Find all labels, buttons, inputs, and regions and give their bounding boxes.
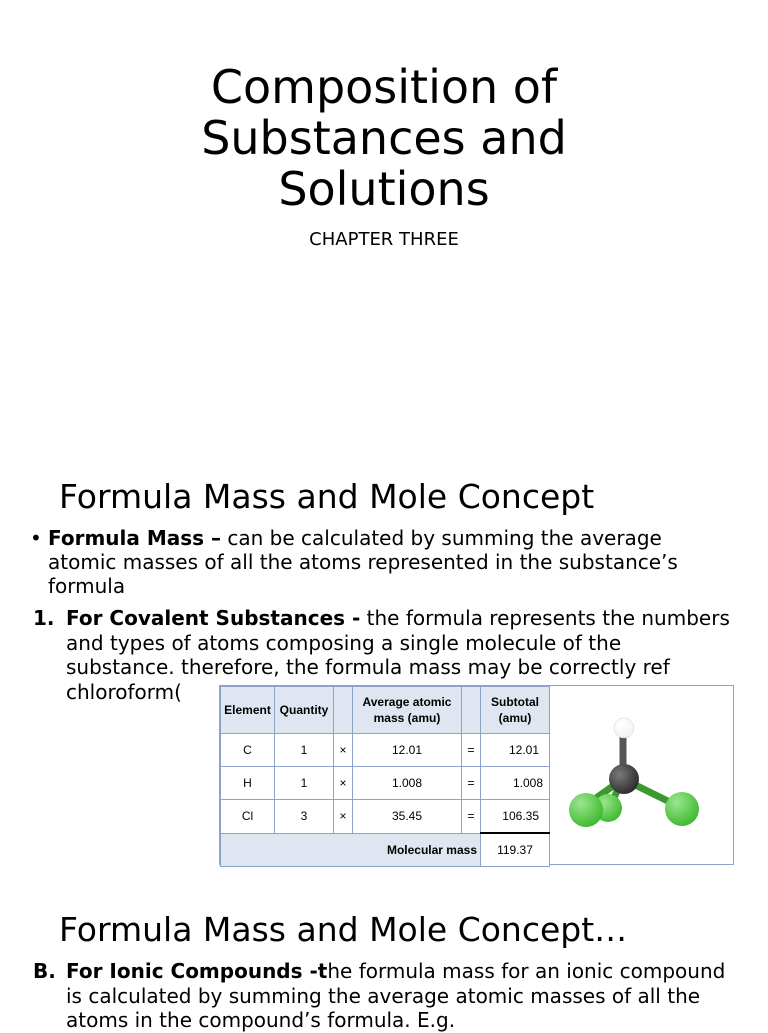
table-cell: 1.008: [481, 767, 550, 800]
table-cell: =: [462, 800, 481, 834]
table-header: Quantity: [275, 687, 334, 734]
table-total-row: [221, 833, 550, 867]
slide-heading: Formula Mass and Mole Concept: [59, 477, 595, 516]
title-line-3: Solutions: [278, 162, 490, 216]
table-row: [221, 767, 550, 800]
list-item-text: [66, 959, 733, 1033]
bullet-formula-mass: [30, 526, 720, 598]
bullet-definition: can be calculated by summing the average atomic masses of all the atoms represented in the substance’s formula: [48, 526, 678, 598]
total-value: 119.37: [481, 833, 550, 867]
chloroform-molecule-model: [525, 686, 733, 864]
table-cell: 12.01: [353, 734, 462, 767]
table-cell: H: [221, 767, 275, 800]
carbon-atom: [609, 764, 639, 794]
list-letter: B.: [33, 959, 56, 983]
chlorine-atom: [569, 793, 603, 827]
table-header: [334, 687, 353, 734]
table-cell: =: [462, 767, 481, 800]
table-cell: Cl: [221, 800, 275, 834]
table-header: [462, 687, 481, 734]
table-row: [221, 734, 550, 767]
chlorine-atom: [665, 792, 699, 826]
list-number: 1.: [33, 606, 55, 630]
bullet-text: [48, 526, 720, 598]
table-header: Element: [221, 687, 275, 734]
title-line-1: Composition of: [210, 60, 558, 114]
table-header: Subtotal (amu): [481, 687, 550, 734]
list-item-term: For Covalent Substances -: [66, 606, 361, 630]
slide-title: [0, 62, 768, 215]
table-cell: ×: [334, 767, 353, 800]
list-item-body: the formula represents the numbers and types of atoms composing a single molecule of the substance. therefore, the formula mass may be correctly ref: [66, 606, 730, 679]
table-cell: 12.01: [481, 734, 550, 767]
bullet-term: Formula Mass –: [48, 526, 222, 550]
slide-subtitle: CHAPTER THREE: [309, 229, 459, 250]
list-item-body-tail: chloroform(: [66, 679, 182, 704]
table-cell: =: [462, 734, 481, 767]
table-cell: 1.008: [353, 767, 462, 800]
title-slide: [0, 0, 768, 440]
table-cell: 1: [275, 734, 334, 767]
table-header-row: [221, 687, 550, 734]
table-cell: 1: [275, 767, 334, 800]
molecular-mass-figure: [219, 685, 734, 865]
list-item-body: he formula mass for an ionic compound is calculated by summing the average atomic masses of all the atoms in the compound’s formula. E.g.: [66, 959, 726, 1032]
list-item-ionic: [33, 959, 733, 1033]
slide-heading: Formula Mass and Mole Concept…: [59, 910, 628, 949]
table-row: [221, 800, 550, 834]
table-cell: 3: [275, 800, 334, 834]
bullet-mark: •: [30, 526, 42, 550]
total-label: Molecular mass: [221, 833, 481, 867]
table-cell: C: [221, 734, 275, 767]
hydrogen-atom: [614, 718, 634, 738]
molecular-mass-table: [220, 686, 550, 867]
table-cell: 35.45: [353, 800, 462, 834]
table-header: Average atomic mass (amu): [353, 687, 462, 734]
title-line-2: Substances and: [201, 111, 567, 165]
list-item-term: For Ionic Compounds -t: [66, 959, 328, 983]
table-cell: ×: [334, 800, 353, 834]
table-cell: ×: [334, 734, 353, 767]
table-cell: 106.35: [481, 800, 550, 834]
